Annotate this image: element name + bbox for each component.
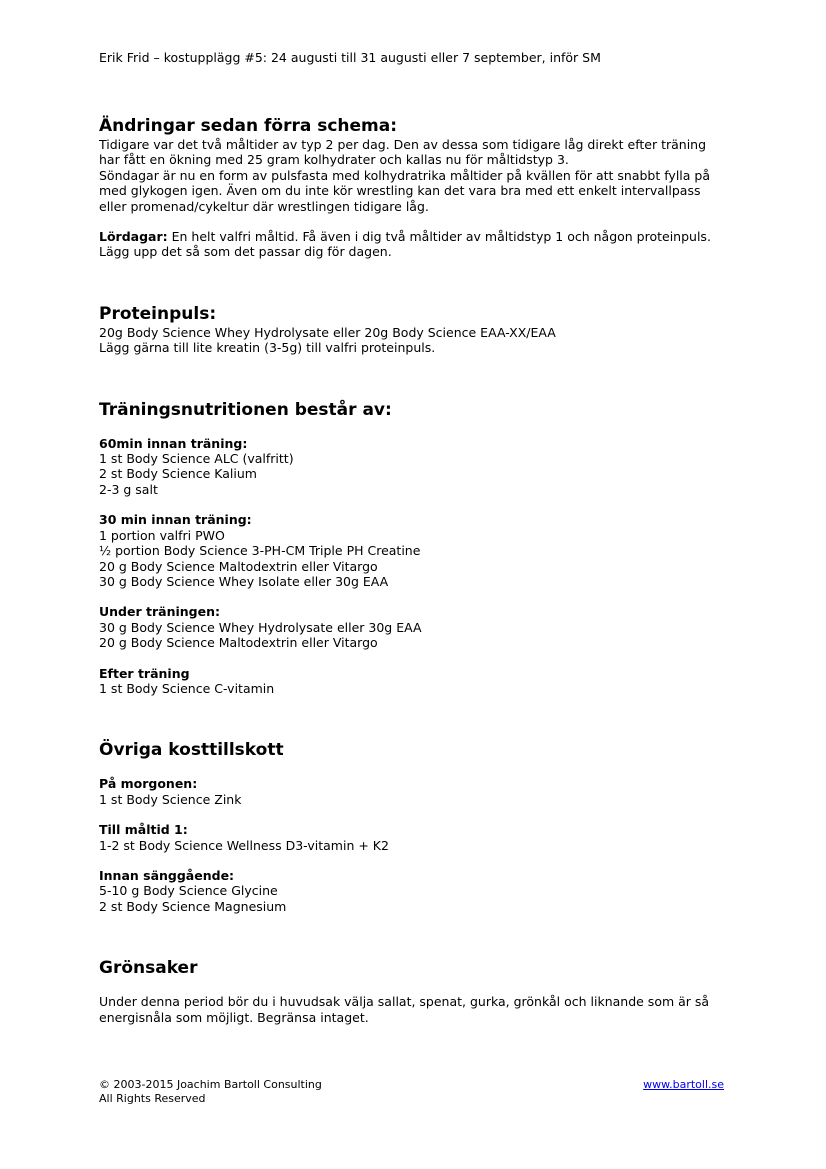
vegetables-heading: Grönsaker: [99, 958, 198, 979]
protein-heading: Proteinpuls:: [99, 303, 217, 324]
supplement-item: 2 st Body Science Magnesium: [99, 898, 287, 914]
vegetables-line: energisnåla som möjligt. Begränsa intaget.: [99, 1009, 369, 1025]
training-item: 30 g Body Science Whey Isolate eller 30g EAA: [99, 573, 389, 589]
changes-line: med glykogen igen. Även om du inte kör wrestling kan det vara bra med ett enkelt intervallpass: [99, 183, 701, 199]
supplement-group-label: Till måltid 1:: [99, 822, 188, 838]
supplement-group-label: Innan sänggående:: [99, 867, 235, 883]
training-group-label: Under träningen:: [99, 604, 220, 620]
page-footer: [99, 1078, 322, 1106]
protein-line: 20g Body Science Whey Hydrolysate eller 20g Body Science EAA-XX/EAA: [99, 324, 556, 340]
training-item: 1 st Body Science C-vitamin: [99, 680, 275, 696]
training-group-label: 30 min innan träning:: [99, 512, 252, 528]
training-item: 1 st Body Science ALC (valfritt): [99, 451, 294, 467]
website-link[interactable]: www.bartoll.se: [643, 1078, 724, 1091]
training-item: 2 st Body Science Kalium: [99, 466, 257, 482]
saturday-paragraph: [99, 229, 739, 244]
supplement-item: 5-10 g Body Science Glycine: [99, 883, 278, 899]
training-item: ½ portion Body Science 3-PH-CM Triple PH Creatine: [99, 543, 421, 559]
changes-line: Tidigare var det två måltider av typ 2 per dag. Den av dessa som tidigare låg direkt efter träning: [99, 137, 707, 152]
saturday-text: En helt valfri måltid. Få även i dig två måltider av måltidstyp 1 och någon proteinpuls.: [167, 229, 711, 245]
changes-line: Söndagar är nu en form av pulsfasta med kolhydratrika måltider på kvällen för att snabbt fylla på: [99, 167, 710, 183]
supplements-heading: Övriga kosttillskott: [99, 740, 284, 761]
training-group-label: Efter träning: [99, 665, 190, 681]
vegetables-line: Under denna period bör du i huvudsak välja sallat, spenat, gurka, grönkål och liknande som är så: [99, 994, 710, 1010]
supplement-item: 1 st Body Science Zink: [99, 791, 242, 807]
supplement-group-label: På morgonen:: [99, 776, 198, 792]
page-header: Erik Frid – kostupplägg #5: 24 augusti till 31 augusti eller 7 september, inför SM: [99, 50, 601, 65]
copyright-text: © 2003-2015 Joachim Bartoll Consulting: [99, 1078, 322, 1091]
supplement-item: 1-2 st Body Science Wellness D3-vitamin + K2: [99, 837, 389, 853]
changes-heading: Ändringar sedan förra schema:: [99, 116, 398, 136]
training-group-label: 60min innan träning:: [99, 435, 248, 451]
training-item: 20 g Body Science Maltodextrin eller Vitargo: [99, 635, 378, 651]
training-item: 1 portion valfri PWO: [99, 527, 225, 543]
changes-line: eller promenad/cykeltur där wrestlingen tidigare låg.: [99, 198, 429, 214]
saturday-text-2: Lägg upp det så som det passar dig för dagen.: [99, 244, 392, 260]
saturday-label: Lördagar:: [99, 229, 168, 245]
document-body: [99, 116, 739, 1025]
training-item: 30 g Body Science Whey Hydrolysate eller 30g EAA: [99, 619, 422, 635]
training-heading: Träningsnutritionen består av:: [99, 399, 392, 420]
training-item: 20 g Body Science Maltodextrin eller Vitargo: [99, 558, 378, 574]
training-item: 2-3 g salt: [99, 481, 158, 497]
rights-text: All Rights Reserved: [99, 1092, 206, 1105]
changes-line: har fått en ökning med 25 gram kolhydrater och kallas nu för måltidstyp 3.: [99, 152, 569, 168]
protein-line: Lägg gärna till lite kreatin (3-5g) till valfri proteinpuls.: [99, 340, 436, 356]
